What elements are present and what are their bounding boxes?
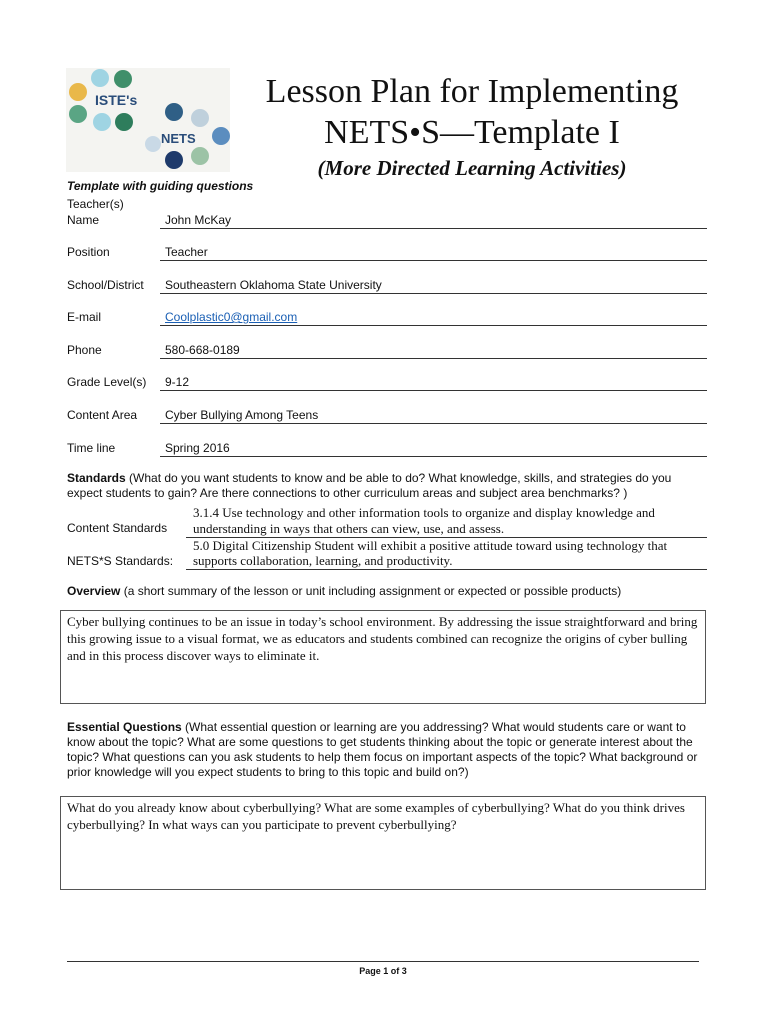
position-label: Position xyxy=(67,245,110,259)
content-area-value[interactable]: Cyber Bullying Among Teens xyxy=(165,408,319,422)
content-standards-label: Content Standards xyxy=(67,521,168,535)
school-value[interactable]: Southeastern Oklahoma State University xyxy=(165,278,382,292)
field-underline xyxy=(160,358,707,359)
teacher-label-line2: Name xyxy=(67,213,100,227)
essential-questions-text: What do you already know about cyberbullying? What are some examples of cyberbullying? What do you think drives cyberbullying? In what ways can you participate to prevent cyberbullying? xyxy=(67,800,685,832)
page-title-line1: Lesson Plan for Implementing xyxy=(265,73,679,110)
email-label: E-mail xyxy=(67,310,102,324)
logo-graphic xyxy=(66,68,230,172)
overview-text: Cyber bullying continues to be an issue in today’s school environment. By addressing the issue straightforward and bring this growing issue to a visual format, we as educators and students combined can recognize the origins of cyber bulling and in this process discover ways to eliminate it. xyxy=(67,614,698,663)
page-title-line2: NETS•S—Template I xyxy=(324,114,620,151)
grade-value[interactable]: 9-12 xyxy=(165,375,190,389)
footer-divider xyxy=(67,961,699,962)
nets-standards-label: NETS*S Standards: xyxy=(67,554,174,568)
field-underline xyxy=(160,293,707,294)
field-underline xyxy=(186,569,707,570)
field-underline xyxy=(160,456,707,457)
field-underline xyxy=(160,260,707,261)
essential-questions-heading: Essential Questions xyxy=(67,720,182,734)
grade-label: Grade Level(s) xyxy=(67,375,147,389)
template-note: Template with guiding questions xyxy=(67,179,254,193)
teacher-label-line1: Teacher(s) xyxy=(67,197,124,211)
phone-label: Phone xyxy=(67,343,102,357)
standards-heading: Standards xyxy=(67,471,126,485)
timeline-value[interactable]: Spring 2016 xyxy=(165,441,230,455)
phone-value[interactable]: 580-668-0189 xyxy=(165,343,240,357)
overview-textbox[interactable] xyxy=(60,610,706,704)
standards-section xyxy=(67,471,707,501)
timeline-label: Time line xyxy=(67,441,116,455)
content-area-label: Content Area xyxy=(67,408,138,422)
overview-section xyxy=(67,584,707,599)
school-label: School/District xyxy=(67,278,144,292)
overview-heading: Overview xyxy=(67,584,121,598)
field-underline xyxy=(160,325,707,326)
field-underline xyxy=(160,228,707,229)
content-standards-value[interactable]: 3.1.4 Use technology and other information tools to organize and display knowledge and understanding in ways that others can view, use, and assess. xyxy=(193,505,655,536)
email-link[interactable]: Coolplastic0@gmail.com xyxy=(165,310,298,324)
istes-nets-logo xyxy=(66,68,230,172)
nets-standards-value[interactable]: 5.0 Digital Citizenship Student will exhibit a positive attitude toward using technology that supports collaboration, learning, and productivity. xyxy=(193,538,668,568)
page-subtitle: (More Directed Learning Activities) xyxy=(317,156,627,180)
field-underline xyxy=(160,423,707,424)
essential-questions-section xyxy=(67,720,707,780)
page-number: Page 1 of 3 xyxy=(359,966,407,976)
essential-questions-prompt: (What essential question or learning are you addressing? What would students care or want to know about the topic? What are some questions to get students thinking about the topic or generate interest about the topic? What questions can you ask students to help them focus on important aspects of the topic? What background or prior knowledge will you expect students to bring to this topic and build on?) xyxy=(67,720,698,779)
overview-prompt: (a short summary of the lesson or unit including assignment or expected or possible products) xyxy=(120,584,622,598)
logo-istes-text: ISTE's xyxy=(95,92,138,108)
position-value[interactable]: Teacher xyxy=(165,245,208,259)
standards-prompt: (What do you want students to know and be able to do? What knowledge, skills, and strategies do you expect students to gain? Are there connections to other curriculum areas and subject area benchmarks? ) xyxy=(67,471,672,500)
logo-nets-text: NETS xyxy=(161,131,196,146)
teacher-name-value[interactable]: John McKay xyxy=(165,213,232,227)
essential-questions-textbox[interactable] xyxy=(60,796,706,890)
field-underline xyxy=(160,390,707,391)
